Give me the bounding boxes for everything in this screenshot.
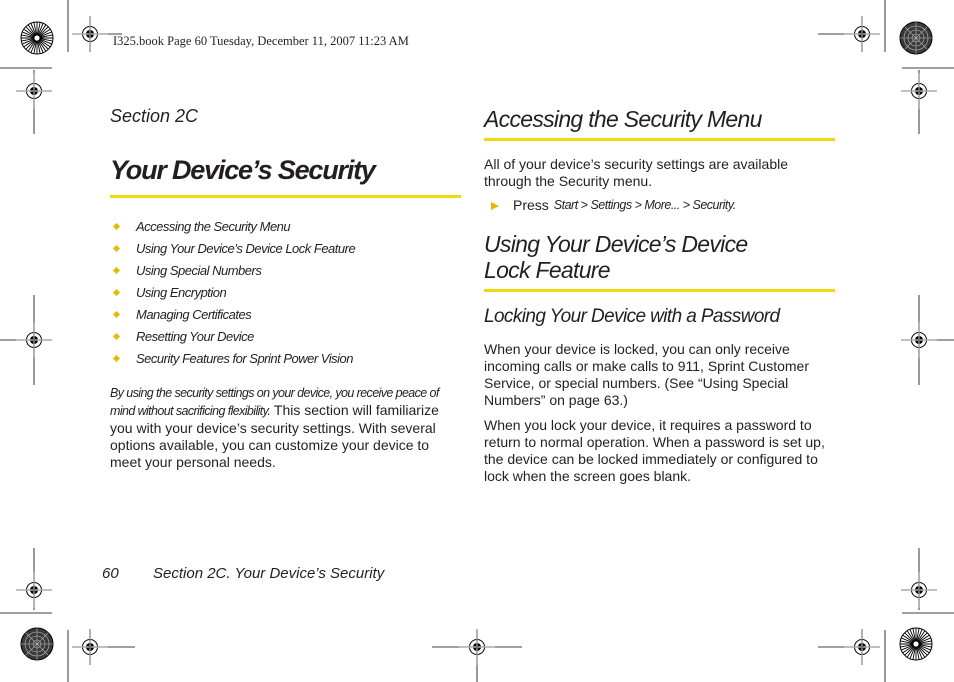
print-slug: I325.book Page 60 Tuesday, December 11, 2007 11:23 AM (113, 34, 409, 48)
heading-rule (484, 138, 835, 141)
toc-entry: Using Your Device’s Device Lock Feature (136, 241, 356, 257)
step-instruction (488, 197, 736, 213)
intro-paragraph (110, 384, 462, 471)
list-item (111, 304, 355, 326)
toc-entry: Using Encryption (136, 285, 227, 301)
page-title: Your Device’s Security (110, 155, 375, 185)
page-number: 60 (102, 565, 119, 582)
section-label: Section 2C (110, 106, 199, 126)
password-paragraph: When you lock your device, it requires a password to return to normal operation. When a password is set up, the device can be locked immediately or configured to lock when the screen goes blank. (484, 417, 825, 484)
diamond-bullet-icon (113, 223, 120, 230)
toc-entry: Resetting Your Device (136, 328, 254, 344)
heading-line: Lock Feature (484, 257, 610, 283)
intro-body: This section will familiarize you with your device’s security settings. With several options available, you can customize your device to meet your personal needs. (110, 402, 439, 470)
diamond-bullet-icon (113, 289, 120, 296)
toc-entry: Security Features for Sprint Power Vision (136, 350, 353, 366)
title-rule (110, 195, 461, 198)
subheading-locking-password: Locking Your Device with a Password (484, 306, 780, 327)
diamond-bullet-icon (113, 245, 120, 252)
diamond-bullet-icon (113, 355, 120, 362)
triangle-bullet-icon (491, 202, 499, 210)
access-paragraph: All of your device’s security settings are available through the Security menu. (484, 156, 789, 189)
toc-entry: Managing Certificates (136, 307, 252, 322)
menu-path: Start > Settings > More... > Security. (553, 198, 736, 212)
toc-entry: Using Special Numbers (136, 263, 262, 279)
diamond-bullet-icon (113, 267, 120, 274)
lock-paragraph: When your device is locked, you can only receive incoming calls or make calls to 911, Sprint Customer Service, or special numbers. (See “Using Special Numbers” on page 63.) (484, 341, 809, 408)
running-footer: Section 2C. Your Device’s Security (153, 565, 385, 582)
section-contents-list (111, 216, 355, 369)
diamond-bullet-icon (113, 311, 120, 318)
heading-rule (484, 289, 835, 292)
list-item (111, 347, 355, 369)
list-item (111, 238, 355, 260)
toc-entry: Accessing the Security Menu (136, 219, 291, 235)
heading-accessing-security-menu: Accessing the Security Menu (484, 106, 762, 132)
list-item (111, 325, 355, 347)
intro-lead: By using the security settings on your device, you receive peace of mind without sacrificing flexibility. (110, 386, 439, 418)
list-item (111, 216, 355, 238)
heading-device-lock (484, 231, 747, 283)
list-item (111, 260, 355, 282)
list-item (111, 282, 355, 304)
step-press: Press (513, 197, 549, 213)
diamond-bullet-icon (113, 333, 120, 340)
heading-line: Using Your Device’s Device (484, 231, 748, 257)
